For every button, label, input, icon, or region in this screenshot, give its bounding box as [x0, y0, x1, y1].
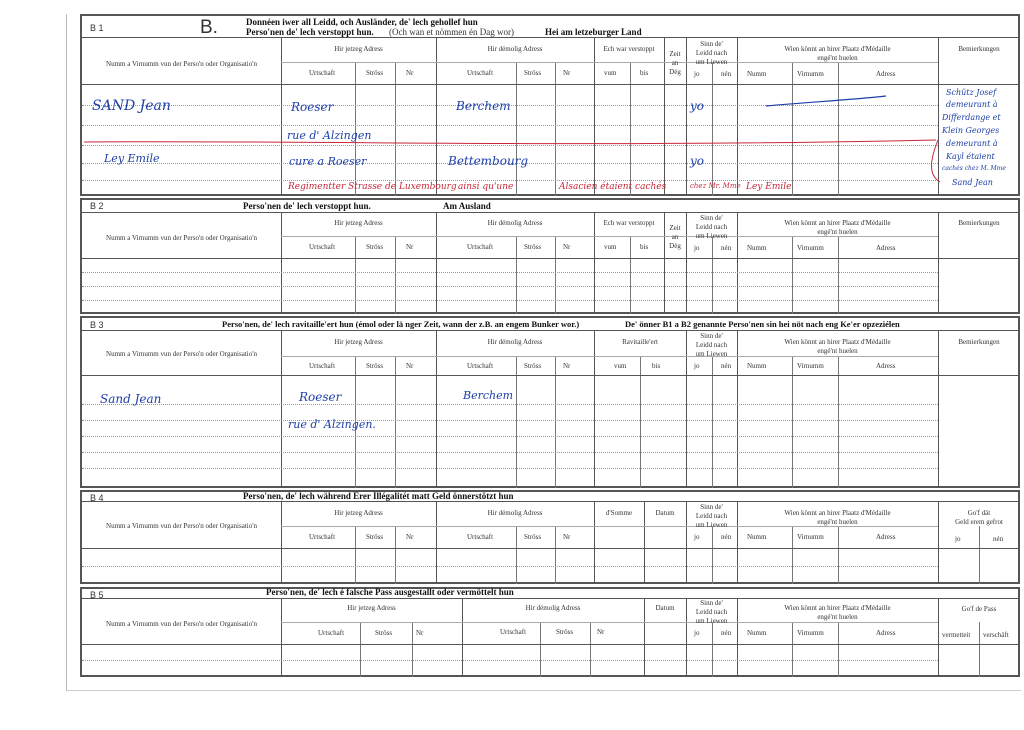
b4-col-somme: d'Somme — [605, 509, 633, 517]
b4-col-jo2: jo — [955, 535, 961, 543]
section-b5-id: B 5 — [90, 590, 104, 600]
b5-col-sinn: Sinn de' — [700, 599, 723, 607]
header-line2c: Hei am letzeburger Land — [545, 27, 642, 37]
b4-col-numm2: Numm — [747, 533, 767, 541]
b1-col-wien1: Wien könnt an hirer Plaatz d'Médaille — [784, 45, 891, 53]
b2-col-nr: Nr — [406, 243, 414, 251]
b5-col-nen: nén — [721, 629, 732, 637]
b2-col-wien1: Wien könnt an hirer Plaatz d'Médaille — [784, 219, 891, 227]
b2-col-liewen: um Liewen — [695, 232, 728, 240]
b4-col-leidd: Leidd nach — [695, 512, 728, 520]
b1-col-nr: Nr — [406, 69, 414, 77]
b3-col-wien2: engé'nt huelen — [817, 347, 858, 355]
section-b5-title: Perso'nen, de' lech é falsche Pass ausgestallt oder vermöttelt hun — [266, 587, 514, 597]
header-line2a: Perso'nen de' lech verstoppt hun. — [246, 27, 374, 37]
section-b3-title: Perso'nen, de' lech ravitaille'ert hun (émol oder lä nger Zeit, wann der z.B. an engem Bunker wor.) — [222, 319, 580, 329]
b1-entry2-jetzeg: cure a Roeser — [289, 155, 367, 168]
b4-col-jo: jo — [694, 533, 700, 541]
b3-col-urtschaft: Urtschaft — [309, 362, 336, 370]
b5-col-stross: Ströss — [375, 629, 393, 637]
b2-col-an: an — [671, 233, 679, 241]
b5-col-nr2: Nr — [597, 628, 605, 636]
b1-col-jetzeg: Hir jetzeg Adress — [334, 45, 383, 53]
b3-col-bemierkungen: Bemierkungen — [958, 338, 1000, 346]
b1-entry1-name: SAND Jean — [92, 98, 171, 114]
b3-col-stross: Ströss — [366, 362, 384, 370]
b1-col-leidd: Leidd nach — [695, 49, 728, 57]
b4-col-sinn: Sinn de' — [700, 503, 723, 511]
b4-col-wien1: Wien könnt an hirer Plaatz d'Médaille — [784, 509, 891, 517]
b4-col-numm: Numm a Virnumm vun der Perso'n oder Organisatio'n — [106, 522, 257, 530]
b1-entry2-demolig: Bettembourg — [448, 154, 529, 168]
section-b4-id: B 4 — [90, 493, 104, 503]
b4-col-stross2: Ströss — [524, 533, 542, 541]
b1-entry1-street: rue d' Alzingen — [287, 129, 372, 142]
b3-entry1-jetzeg: Roeser — [299, 390, 342, 404]
b3-col-jetzeg: Hir jetzeg Adress — [334, 338, 383, 346]
b3-col-jo: jo — [694, 362, 700, 370]
b1-col-bis: bis — [640, 69, 649, 77]
b2-col-zeit: Zeit — [669, 224, 681, 232]
b5-col-numm: Numm a Virnumm vun der Perso'n oder Organisatio'n — [106, 620, 257, 628]
b2-col-urtschaft2: Urtschaft — [467, 243, 494, 251]
b3-entry1-street: rue d' Alzingen. — [288, 418, 376, 431]
b3-col-numm: Numm a Virnumm vun der Perso'n oder Organisatio'n — [106, 350, 257, 358]
b1-entry2-name: Ley Emile — [104, 152, 160, 165]
b1-col-urtschaft2: Urtschaft — [467, 69, 494, 77]
b2-col-jo: jo — [694, 244, 700, 252]
b4-col-nr2: Nr — [563, 533, 571, 541]
b1-col-nen: nén — [721, 70, 732, 78]
b1-col-vum: vum — [604, 69, 617, 77]
b4-col-datum: Datum — [655, 509, 675, 517]
b4-col-urtschaft2: Urtschaft — [467, 533, 494, 541]
b3-col-stross2: Ströss — [524, 362, 542, 370]
b3-col-sinn: Sinn de' — [700, 332, 723, 340]
b1-col-stross: Ströss — [366, 69, 384, 77]
b1-remarks: Schütz Josef demeurant à Differdange et Klein Georges demeurant à Kayl étaient cachés chez M. Mme Sand Jean — [942, 88, 1006, 187]
b5-col-verschaft: verschäft — [983, 631, 1009, 639]
b1-col-jo: jo — [694, 70, 700, 78]
b1-col-zeit: Zeit — [669, 50, 681, 58]
b3-col-numm2: Numm — [747, 362, 767, 370]
b2-col-stross2: Ströss — [524, 243, 542, 251]
b5-col-virnumm: Virnumm — [797, 629, 824, 637]
b1-col-urtschaft: Urtschaft — [309, 69, 336, 77]
b1-entry1-demolig: Berchem — [456, 99, 511, 113]
b2-col-adress: Adress — [876, 244, 896, 252]
b1-col-ech-war: Ech war verstoppt — [603, 45, 655, 53]
b1-col-deg: Dèg — [669, 68, 681, 76]
b5-col-leidd: Leidd nach — [695, 608, 728, 616]
b5-col-go-pass: Go'f de Pass — [961, 605, 997, 613]
b4-col-nen2: nén — [993, 535, 1004, 543]
b2-col-vum: vum — [604, 243, 617, 251]
b3-col-liewen: um Liewen — [695, 350, 728, 358]
header-line2b: (Och wan et nömmen én Dag wor) — [389, 27, 514, 37]
b5-col-urtschaft2: Urtschaft — [500, 628, 527, 636]
b4-col-liewen: um Liewen — [695, 521, 728, 529]
b5-col-jo: jo — [694, 629, 700, 637]
b3-col-nr2: Nr — [563, 362, 571, 370]
b5-col-jetzeg: Hir jetzeg Adress — [347, 604, 396, 612]
b3-entry1-demolig: Berchem — [463, 389, 514, 402]
b2-col-jetzeg: Hir jetzeg Adress — [334, 219, 383, 227]
b2-col-wien2: engé'nt huelen — [817, 228, 858, 236]
section-b2-title2: Am Ausland — [443, 201, 491, 211]
b3-col-adress: Adress — [876, 362, 896, 370]
b1-blue-stroke — [740, 92, 900, 110]
section-b2-id: B 2 — [90, 201, 104, 211]
b5-col-stross2: Ströss — [556, 628, 574, 636]
b1-col-adress: Adress — [876, 70, 896, 78]
b5-col-demolig: Hir démolig Adress — [525, 604, 581, 612]
b1-red-note5: Ley Emile — [746, 182, 792, 192]
b5-col-wien1: Wien könnt an hirer Plaatz d'Médaille — [784, 604, 891, 612]
section-b3-id: B 3 — [90, 320, 104, 330]
b5-col-urtschaft: Urtschaft — [318, 629, 345, 637]
section-b1-id: B 1 — [90, 23, 104, 33]
b2-col-numm2: Numm — [747, 244, 767, 252]
b1-col-bemierkungen: Bemierkungen — [958, 45, 1000, 53]
b4-col-stross: Ströss — [366, 533, 384, 541]
b1-col-liewen: um Liewen — [695, 58, 728, 66]
form-letter: B. — [200, 17, 218, 38]
section-b4-title: Perso'nen, de' lech während Erer Illégalitét matt Geld önnerstötzt hun — [243, 491, 514, 501]
b4-col-virnumm: Virnumm — [797, 533, 824, 541]
b4-col-nen: nén — [721, 533, 732, 541]
b1-col-numm: Numm a Virnumm vun der Perso'n oder Organisatio'n — [106, 60, 257, 68]
b5-col-numm2: Numm — [747, 629, 767, 637]
b3-col-nr: Nr — [406, 362, 414, 370]
b2-col-nen: nén — [721, 244, 732, 252]
b3-col-demolig: Hir démolig Adress — [487, 338, 543, 346]
b2-col-bemierkungen: Bemierkungen — [958, 219, 1000, 227]
b1-entry2-jo: yo — [690, 154, 705, 168]
b2-col-numm: Numm a Virnumm vun der Perso'n oder Organisatio'n — [106, 234, 257, 242]
b2-col-nr2: Nr — [563, 243, 571, 251]
b1-entry1-jetzeg: Roeser — [291, 100, 334, 114]
section-b2-title: Perso'nen de' lech verstoppt hun. — [243, 201, 371, 211]
b1-red-note2: ainsi qu'une — [458, 182, 514, 192]
b3-col-wien1: Wien könnt an hirer Plaatz d'Médaille — [784, 338, 891, 346]
b3-col-bis: bis — [652, 362, 661, 370]
b5-col-wien2: engé'nt huelen — [817, 613, 858, 621]
b1-red-note1: Regimentter Strasse de Luxembourg — [288, 182, 457, 192]
section-b2 — [80, 198, 1020, 314]
b5-col-adress: Adress — [876, 629, 896, 637]
b2-col-leidd: Leidd nach — [695, 223, 728, 231]
b2-col-demolig: Hir démolig Adress — [487, 219, 543, 227]
b4-col-nr: Nr — [406, 533, 414, 541]
b1-col-virnumm: Virnumm — [797, 70, 824, 78]
b4-col-adress: Adress — [876, 533, 896, 541]
b3-col-leidd: Leidd nach — [695, 341, 728, 349]
b4-col-urtschaft: Urtschaft — [309, 533, 336, 541]
b2-col-virnumm: Virnumm — [797, 244, 824, 252]
b2-col-bis: bis — [640, 243, 649, 251]
section-b3-title2: De' önner B1 a B2 genannte Perso'nen sin hei nöt nach eng Ke'er opzeziélen — [625, 319, 900, 329]
b1-col-numm2: Numm — [747, 70, 767, 78]
header-line1: Donnéen iwer all Leidd, och Ausländer, de' lech gehollef hun — [246, 17, 478, 27]
b3-col-ravitaille: Ravitaille'ert — [622, 338, 658, 346]
b4-col-demolig: Hir démolig Adress — [487, 509, 543, 517]
b2-col-stross: Ströss — [366, 243, 384, 251]
b2-col-sinn: Sinn de' — [700, 214, 723, 222]
b1-col-stross2: Ströss — [524, 69, 542, 77]
b3-entry1-name: Sand Jean — [100, 392, 162, 406]
b1-col-wien2: engé'nt huelen — [817, 54, 858, 62]
b3-col-urtschaft2: Urtschaft — [467, 362, 494, 370]
b4-col-jetzeg: Hir jetzeg Adress — [334, 509, 383, 517]
b5-col-liewen: um Liewen — [695, 617, 728, 625]
b1-red-note3: Alsacien étaient cachés — [559, 182, 667, 192]
b1-col-sinn: Sinn de' — [700, 40, 723, 48]
b4-col-go-dat: Go'f dät — [967, 509, 991, 517]
b3-col-nen: nén — [721, 362, 732, 370]
b1-col-demolig: Hir démolig Adress — [487, 45, 543, 53]
b1-col-an: an — [671, 59, 679, 67]
b5-col-datum: Datum — [655, 604, 675, 612]
b1-col-nr2: Nr — [563, 69, 571, 77]
b2-col-urtschaft: Urtschaft — [309, 243, 336, 251]
b3-col-virnumm: Virnumm — [797, 362, 824, 370]
b1-red-strokes — [80, 130, 1020, 196]
b4-col-wien2: engé'nt huelen — [817, 518, 858, 526]
b5-col-nr: Nr — [416, 629, 424, 637]
b2-col-ech-war: Ech war verstoppt — [603, 219, 655, 227]
b4-col-geld-erem: Geld erem gefrot — [955, 518, 1003, 526]
b5-col-vermetteit: vermetteit — [942, 631, 971, 639]
b1-red-note4: chez Mr. Mme — [690, 182, 741, 190]
b1-entry1-jo: yo — [690, 99, 705, 113]
b2-col-deg: Dèg — [669, 242, 681, 250]
b3-col-vum: vum — [614, 362, 627, 370]
